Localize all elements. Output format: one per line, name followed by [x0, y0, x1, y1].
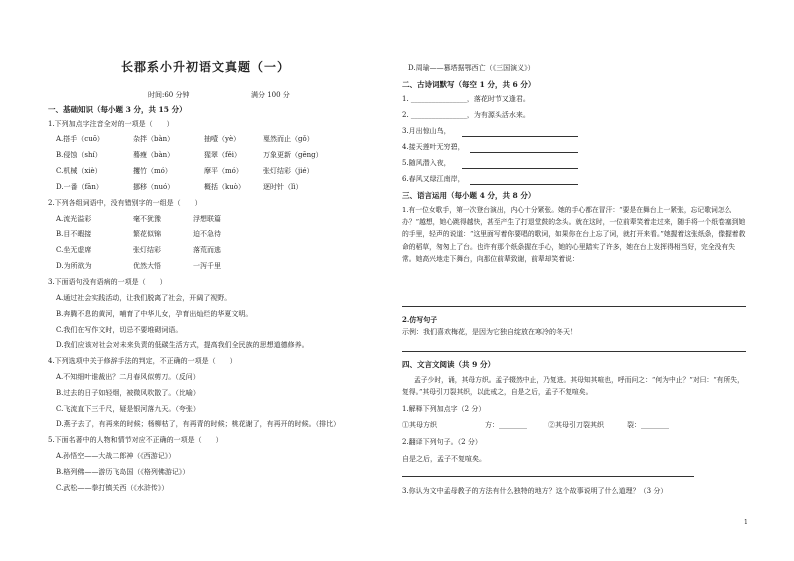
q3-option-b: B.奔腾不息的黄河，哺育了中华儿女，孕育出灿烂的华夏文明。 [56, 310, 253, 318]
q3-stem: 3.下面语句没有语病的一项是（ ） [48, 278, 167, 286]
q5-option-c: C.武松——拳打镇关西（《水浒传》） [56, 484, 169, 492]
q2-option-b-3: 迫不急待 [193, 230, 221, 238]
q2-option-d-3: 一泻千里 [193, 262, 221, 270]
q3-option-d: D.我们应该对社会对未来负责的低碳生活方式，提高我们全民族的思想道德修养。 [56, 341, 309, 349]
sec4-q1: 1.解释下列加点字（2 分） [402, 405, 486, 413]
classical-passage: 孟子少时，诵，其母方织。孟子辍然中止，乃复进。其母知其喧也，呼而问之：“何为中止？”对曰：“有所失，复得。”其母引刀裂其织，以此戒之，自是之后，孟子不复喧矣。 [402, 376, 744, 397]
q4-option-d: D.燕子去了，有再来的时候；杨柳枯了，有再青的时候；桃花谢了，有再开的时候。（排比） [56, 420, 341, 428]
q1-option-c-4: 张灯结彩（jié） [263, 167, 314, 175]
sec4-q1b-answer[interactable]: 裂：________ [627, 421, 669, 429]
answer-line-9[interactable] [402, 476, 694, 477]
q3-option-c: C.我们在写作文时，切忌不要堆砌词语。 [56, 326, 183, 334]
q4-option-c: C.飞流直下三千尺，疑是银河落九天。（夸张） [56, 405, 200, 413]
q5-option-b: B.格列佛——游历飞岛国（《格列佛游记》） [56, 468, 190, 476]
poem-item-1: 1. ________________，落花时节又逢君。 [402, 95, 530, 103]
answer-line-4[interactable] [470, 152, 578, 153]
poem-item-6: 6.春风又绿江南岸， [402, 175, 465, 183]
q2-option-a-1: A.流光溢彩 [56, 215, 92, 223]
q1-option-b-3: 猩翠（fěi） [204, 151, 241, 159]
page-title: 长郡系小升初语文真题（一） [121, 60, 291, 74]
answer-line-8[interactable] [402, 351, 746, 352]
sec4-q1a: ①其母方织 [402, 421, 437, 429]
sec4-q1b: ②其母引刀裂其织 [548, 421, 604, 429]
language-passage: 1.有一位女歌手，第一次登台演出，内心十分紧张。她的手心都在冒汗：“要是在舞台上一紧张，忘记歌词怎么办？”越想，她心跳得越快，甚至产生了打退堂鼓的念头。就在这时，一位前辈笑着走过来，随手将一个纸卷塞到她的手里，轻声的说道：“这里面写着你要唱的歌词，如果你在台上忘了词，就打开来看。”她握着这张纸条，像握着救命的稻草，匆匆上了台。也许有那个纸条握在手心，她的心里踏实了许多，她在台上发挥得相当好，完全没有失常。她高兴地走下舞台，向那位前辈致谢，前辈却笑着说： [402, 206, 746, 263]
q1-option-c-1: C.机械（xiè） [56, 167, 102, 175]
q1-stem: 1.下列加点字注音全对的一项是（ ） [48, 120, 174, 128]
q1-option-a-4: 戛然而止（gǒ） [263, 135, 314, 143]
q1-option-d-3: 概括（kuò） [204, 183, 245, 191]
q1-option-b-4: 万象更新（gēng） [263, 151, 323, 159]
q1-option-a-2: 杂拌（bàn） [133, 135, 175, 143]
q5-stem: 5.下面名著中的人物和情节对应不正确的一项是（ ） [48, 436, 223, 444]
q1-option-a-1: A.搭手（cuō） [56, 135, 104, 143]
q4-stem: 4.下列选项中关于修辞手法的判定，不正确的一项是（ ） [48, 357, 237, 365]
q3-option-a: A.通过社会实践活动，让我们脱离了社会，开阔了视野。 [56, 294, 232, 302]
q1-option-b-2: 蓦瘦（bàn） [133, 151, 175, 159]
q1-option-b-1: B.侵蚀（shí） [56, 151, 102, 159]
q2-option-b-2: 繁花似锦 [133, 230, 161, 238]
q2-option-c-2: 张灯结彩 [133, 246, 161, 254]
exam-score: 满分 100 分 [251, 91, 290, 99]
section-1-title: 一、基础知识（每小题 3 分，共 15 分） [48, 105, 187, 114]
sec4-q3: 3.你认为文中孟母教子的方法有什么独特的地方？这个故事说明了什么道理？（3 分） [402, 487, 668, 495]
q2-option-c-3: 落荒而逃 [193, 246, 221, 254]
poem-item-5: 5.随风潜入夜， [402, 159, 451, 167]
poem-item-4: 4.接天莲叶无穷碧， [402, 143, 465, 151]
q5-option-d: D.周瑜——篡塔据鄂西亡（《三国演义》） [408, 64, 535, 72]
sec4-q1a-answer[interactable]: 方：________ [485, 421, 527, 429]
q1-option-c-3: 摩平（mó） [204, 167, 243, 175]
q1-option-c-2: 攫竹（mó） [133, 167, 172, 175]
q2-option-d-2: 优然大悟 [133, 262, 161, 270]
q5-option-a: A.孙悟空——大战二郎神（《西游记》） [56, 452, 176, 460]
poem-item-3: 3.月出惊山鸟， [402, 127, 451, 135]
imitation-example: 示例：我们喜欢梅花，是因为它独自绽放在寒冷的冬天！ [402, 328, 577, 336]
section-3-title: 三、语言运用（每小题 4 分，共 8 分） [402, 191, 536, 200]
q4-option-a: A.不知细叶谁裁出？二月春风似剪刀。（反问） [56, 373, 200, 381]
q2-stem: 2.下列各组词语中，没有错别字的一组是（ ） [48, 199, 202, 207]
answer-line-6[interactable] [470, 184, 578, 185]
sec4-q2: 2.翻译下列句子。（2 分） [402, 438, 482, 446]
sec4-q2-sentence: 自是之后，孟子不复喧矣。 [402, 455, 486, 463]
q-imitation: 2.仿写句子 [402, 315, 438, 324]
answer-line-7[interactable] [402, 306, 746, 307]
answer-line-5[interactable] [462, 168, 578, 169]
q1-option-a-3: 抽噎（yè） [204, 135, 241, 143]
q2-option-c-1: C.坐无虚席 [56, 246, 92, 254]
exam-time: 时间:60 分钟 [148, 91, 190, 99]
answer-line-3[interactable] [462, 136, 578, 137]
q2-option-a-2: 毫不犹豫 [133, 215, 161, 223]
q1-option-d-4: 逐时针（lì） [263, 183, 303, 191]
section-2-title: 二、古诗词默写（每空 1 分，共 6 分） [402, 80, 536, 89]
q1-option-d-2: 挪移（nuó） [133, 183, 175, 191]
q1-option-d-1: D.一番（fān） [56, 183, 103, 191]
q2-option-b-1: B.目不暇接 [56, 230, 92, 238]
q2-option-a-3: 浮想联篇 [193, 215, 221, 223]
q2-option-d-1: D.为所欲为 [56, 262, 92, 270]
q4-option-b: B.过去的日子如轻烟，被微风吹散了。（比喻） [56, 389, 200, 397]
page-number: 1 [744, 519, 748, 526]
poem-item-2: 2. ________________，为有源头活水来。 [402, 111, 530, 119]
section-4-title: 四、文言文阅读（共 9 分） [402, 360, 495, 369]
